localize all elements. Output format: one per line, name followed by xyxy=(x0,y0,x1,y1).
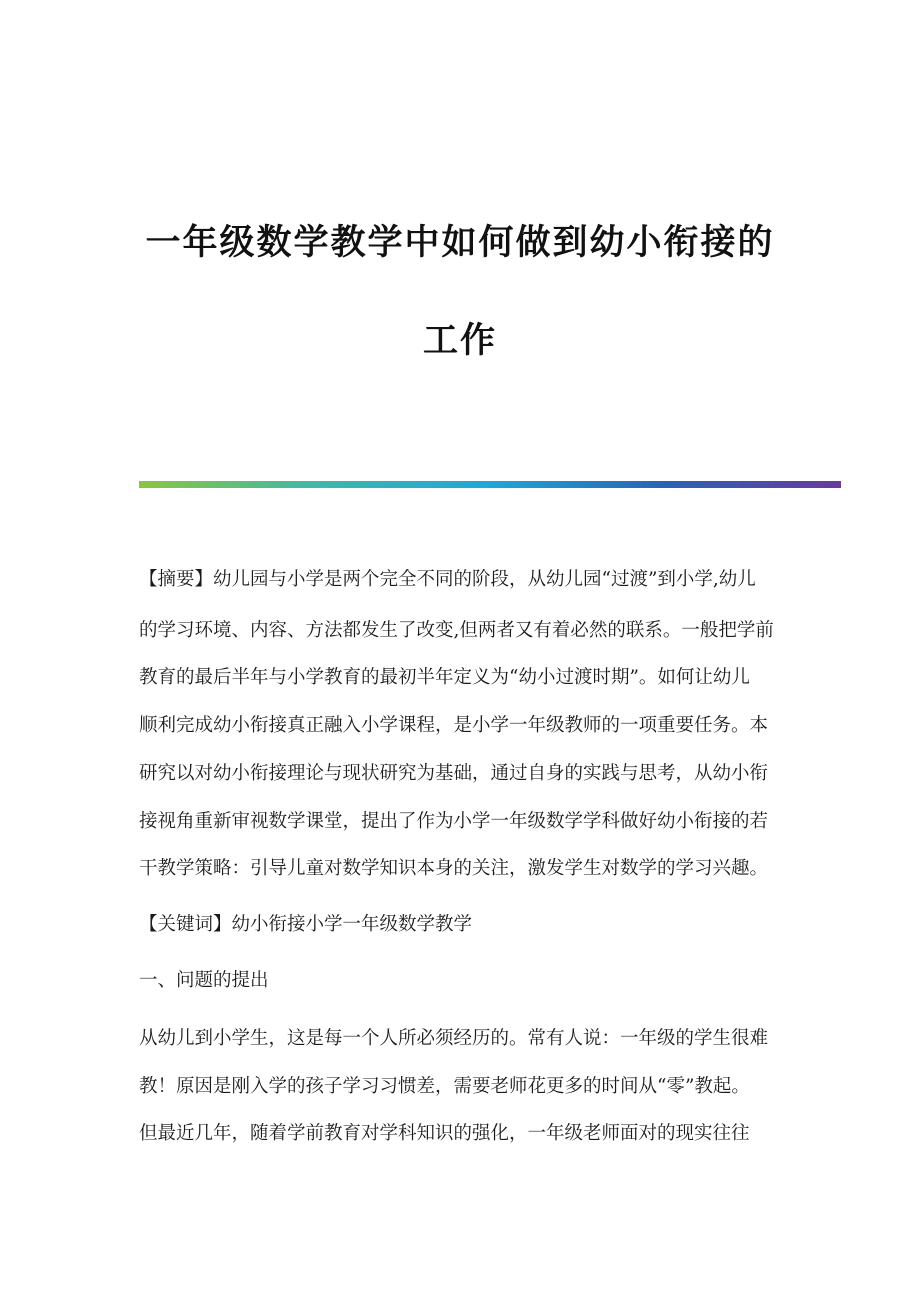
paragraph-line: 但最近几年，随着学前教育对学科知识的强化，一年级老师面对的现实往往 xyxy=(139,1123,750,1144)
keywords-line: 【关键词】幼小衔接小学一年级数学教学 xyxy=(139,914,473,935)
paragraph-line: 教！原因是刚入学的孩子学习习惯差，需要老师花更多的时间从“零”教起。 xyxy=(139,1076,750,1097)
abstract-line: 【摘要】幼儿园与小学是两个完全不同的阶段，从幼儿园“过渡”到小学,幼儿 xyxy=(139,569,756,590)
abstract-line: 顺利完成幼小衔接真正融入小学课程，是小学一年级教师的一项重要任务。本 xyxy=(139,715,769,736)
abstract-line: 接视角重新审视数学课堂，提出了作为小学一年级数学学科做好幼小衔接的若 xyxy=(139,811,769,832)
abstract-line: 干教学策略：引导儿童对数学知识本身的关注，激发学生对数学的学习兴趣。 xyxy=(139,858,769,879)
document-title-line-1: 一年级数学教学中如何做到幼小衔接的 xyxy=(145,223,775,263)
paragraph-line: 从幼儿到小学生，这是每一个人所必须经历的。常有人说：一年级的学生很难 xyxy=(139,1028,769,1049)
title-divider-rule xyxy=(139,481,841,488)
abstract-line: 研究以对幼小衔接理论与现状研究为基础，通过自身的实践与思考，从幼小衔 xyxy=(139,763,769,784)
document-title-line-2: 工作 xyxy=(422,321,497,361)
section-heading: 一、问题的提出 xyxy=(139,970,269,991)
abstract-line: 教育的最后半年与小学教育的最初半年定义为“幼小过渡时期”。如何让幼儿 xyxy=(139,667,750,688)
abstract-line: 的学习环境、内容、方法都发生了改变,但两者又有着必然的联系。一般把学前 xyxy=(139,620,774,641)
